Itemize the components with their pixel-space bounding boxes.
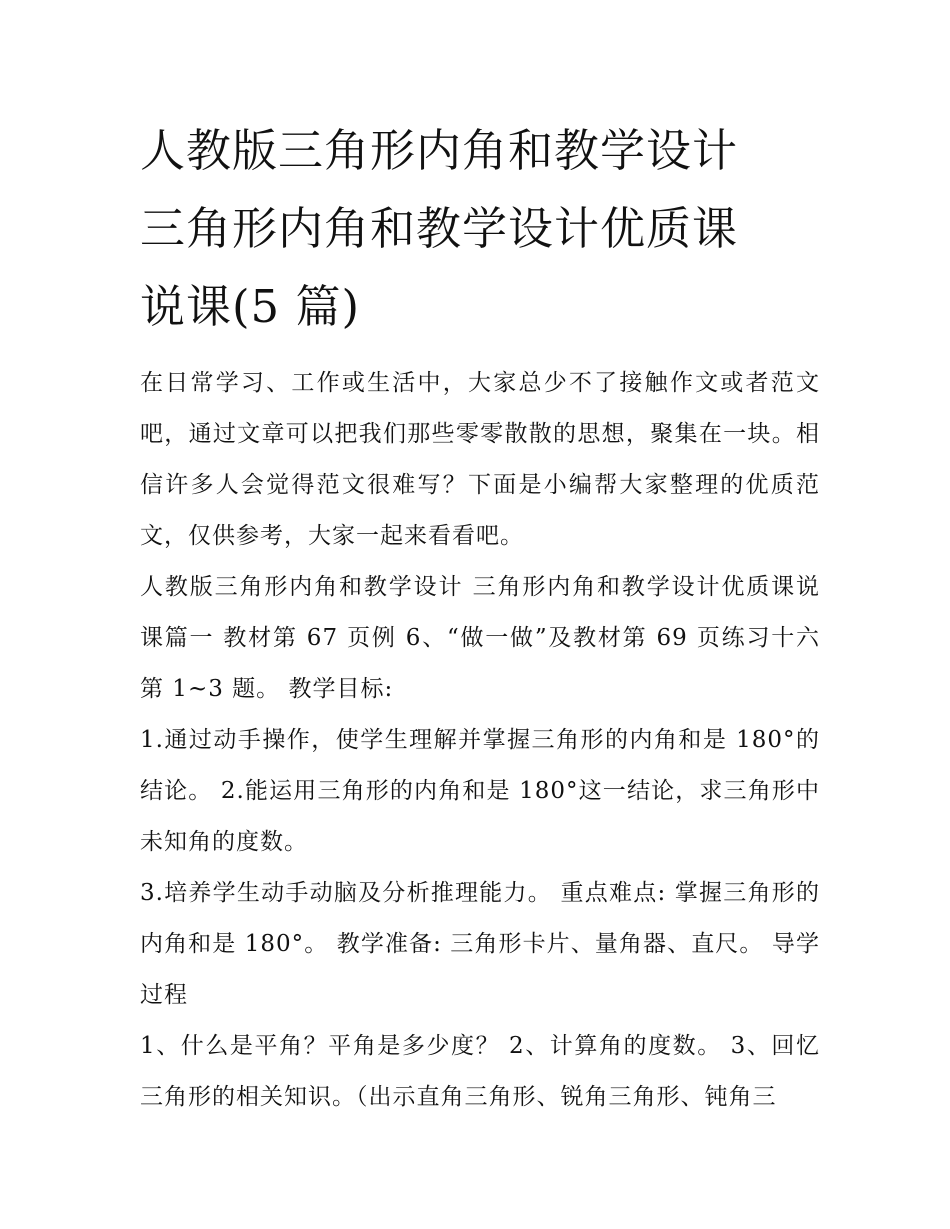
document-title bbox=[140, 112, 820, 346]
objectives-paragraph: 1.通过动手操作，使学生理解并掌握三角形的内角和是 180°的结论。 2.能运用三角形的内角和是 180°这一结论，求三角形中未知角的度数。 bbox=[140, 727, 820, 855]
title-line-2: 三角形内角和教学设计优质课 bbox=[140, 202, 739, 255]
title-line-3: 说课(5 篇) bbox=[140, 280, 361, 333]
title-line-1: 人教版三角形内角和教学设计 bbox=[140, 124, 739, 177]
key-points-paragraph: 3.培养学生动手动脑及分析推理能力。 重点难点: 掌握三角形的内角和是 180°。 教学准备: 三角形卡片、量角器、直尺。 导学过程 bbox=[140, 880, 820, 1008]
lesson-intro-paragraph: 人教版三角形内角和教学设计 三角形内角和教学设计优质课说课篇一 教材第 67 页例 6、“做一做”及教材第 69 页练习十六第 1~3 题。 教学目标: bbox=[140, 574, 820, 702]
intro-paragraph: 在日常学习、工作或生活中，大家总少不了接触作文或者范文吧，通过文章可以把我们那些零零散散的思想，聚集在一块。相信许多人会觉得范文很难写？下面是小编帮大家整理的优质范文，仅供参考，大家一起来看看吧。 bbox=[140, 370, 820, 549]
document-page bbox=[140, 112, 820, 1123]
process-paragraph: 1、什么是平角？平角是多少度？ 2、计算角的度数。 3、回忆三角形的相关知识。（出示直角三角形、锐角三角形、钝角三 bbox=[140, 1033, 820, 1110]
